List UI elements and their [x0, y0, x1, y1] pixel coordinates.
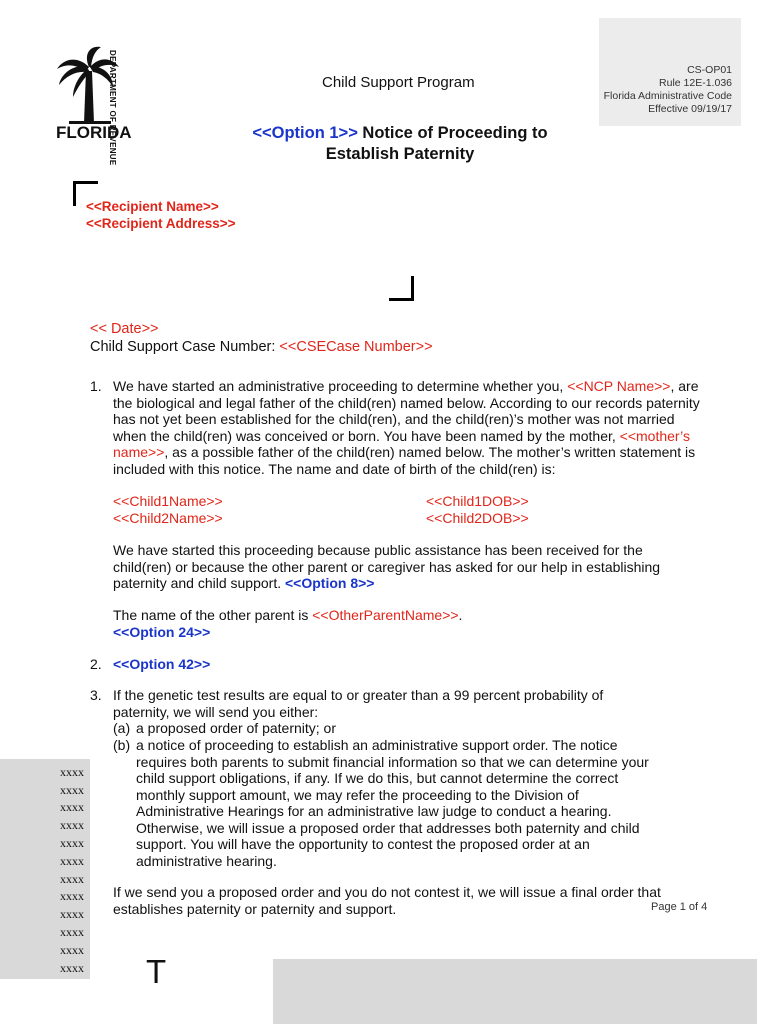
document-title	[230, 123, 570, 165]
option-8-field: <<Option 8>>	[285, 575, 375, 591]
item-1-text-b: , are the biological and legal father of the child(ren) named below. According to our records paternity has not yet been established for the child(ren), and the child(ren)’s mother was not married when the child(ren) was conceived or born. You have been named by the mother,	[113, 378, 700, 444]
margin-mark: xxxx	[60, 836, 84, 850]
title-option-field: <<Option 1>>	[252, 124, 358, 142]
recipient-name-field: <<Recipient Name>>	[86, 199, 219, 214]
item-3b-text: a notice of proceeding to establish an administrative support order. The notice requires both parents to submit financial information so that we can determine your child support obligations, if any. If we do this, but cannot determine the correct monthly support amount, we may refer the proceeding to the Division of Administrative Hearings for an administrative law judge to conduct a hearing. Otherwise, we will issue a proposed order that addresses both paternity and child support. You will have the opportunity to contest the proposed order at an administrative hearing.	[136, 737, 649, 869]
ncp-name-field: <<NCP Name>>	[567, 378, 671, 394]
margin-mark: xxxx	[60, 818, 84, 832]
child2-dob-field: <<Child2DOB>>	[426, 510, 529, 526]
other-parent-paragraph	[113, 607, 673, 640]
item-3b-label: (b)	[113, 737, 131, 753]
recipient-address-field: <<Recipient Address>>	[86, 216, 236, 231]
margin-mark: xxxx	[60, 907, 84, 921]
item-2-number: 2.	[90, 656, 102, 672]
margin-mark: xxxx	[60, 943, 84, 957]
effective-date: Effective 09/19/17	[648, 103, 732, 115]
item-1-text-c: , as a possible father of the child(ren) named below. The mother’s written statement is included with this notice. The name and date of birth of the child(ren) is:	[113, 444, 696, 477]
item-3-final: If we send you a proposed order and you do not contest it, we will issue a final order that establishes paternity or paternity and support.	[113, 884, 661, 917]
margin-mark: xxxx	[60, 854, 84, 868]
recipient-block	[86, 198, 236, 232]
child1-name-field: <<Child1Name>>	[113, 493, 223, 509]
child2-name-field: <<Child2Name>>	[113, 510, 223, 526]
margin-mark: xxxx	[60, 765, 84, 779]
item-1-number: 1.	[90, 378, 102, 394]
form-id: CS-OP01	[687, 64, 732, 76]
address-window-corner-bottom-right	[389, 276, 414, 301]
admin-code: Florida Administrative Code	[603, 90, 732, 102]
case-number-field: <<CSECase Number>>	[279, 339, 433, 355]
margin-mark: xxxx	[60, 783, 84, 797]
margin-mark: xxxx	[60, 889, 84, 903]
margin-mark: xxxx	[60, 872, 84, 886]
logo-florida-text: FLORIDA	[56, 123, 132, 142]
margin-mark: xxxx	[60, 925, 84, 939]
title-line-1: Notice of Proceeding to	[357, 124, 548, 142]
item-1-reason-paragraph	[113, 542, 673, 592]
page-number: Page 1 of 4	[651, 901, 708, 913]
item-3-intro: If the genetic test results are equal to or greater than a 99 percent probability of paternity, we will send you either:	[113, 687, 604, 720]
other-parent-field: <<OtherParentName>>	[312, 607, 459, 623]
mother-name-field: <<mother’s name>>	[113, 427, 690, 460]
item-3-number: 3.	[90, 687, 102, 703]
other-parent-label: The name of the other parent is	[113, 607, 313, 623]
bottom-t-mark: T	[146, 953, 167, 990]
margin-mark: xxxx	[60, 961, 84, 975]
option-24-field: <<Option 24>>	[113, 623, 211, 640]
program-name: Child Support Program	[322, 74, 475, 91]
item-1-text-a: We have started an administrative proceeding to determine whether you,	[113, 378, 568, 394]
margin-mark: xxxx	[60, 800, 84, 814]
rule-number: Rule 12E-1.036	[659, 77, 732, 89]
form-header-box	[599, 18, 741, 126]
title-line-2: Establish Paternity	[325, 145, 475, 163]
item-3a-label: (a)	[113, 720, 131, 736]
case-number-label: Child Support Case Number:	[90, 339, 280, 355]
other-parent-period: .	[458, 607, 463, 623]
item-3a-text: a proposed order of paternity; or	[136, 720, 337, 736]
item-1-paragraph	[113, 378, 703, 477]
item-1-reason-text: We have started this proceeding because public assistance has been received for the child(ren) or because the other parent or caregiver has asked for our help in establishing paternity and child support.	[113, 542, 661, 591]
child1-dob-field: <<Child1DOB>>	[426, 493, 529, 509]
logo-department-text: DEPARTMENT OF REVENUE	[108, 50, 117, 166]
date-field: << Date>>	[90, 321, 159, 337]
date-case-block	[90, 320, 433, 356]
option-42-field: <<Option 42>>	[113, 656, 211, 672]
bottom-gray-block	[273, 959, 757, 1024]
